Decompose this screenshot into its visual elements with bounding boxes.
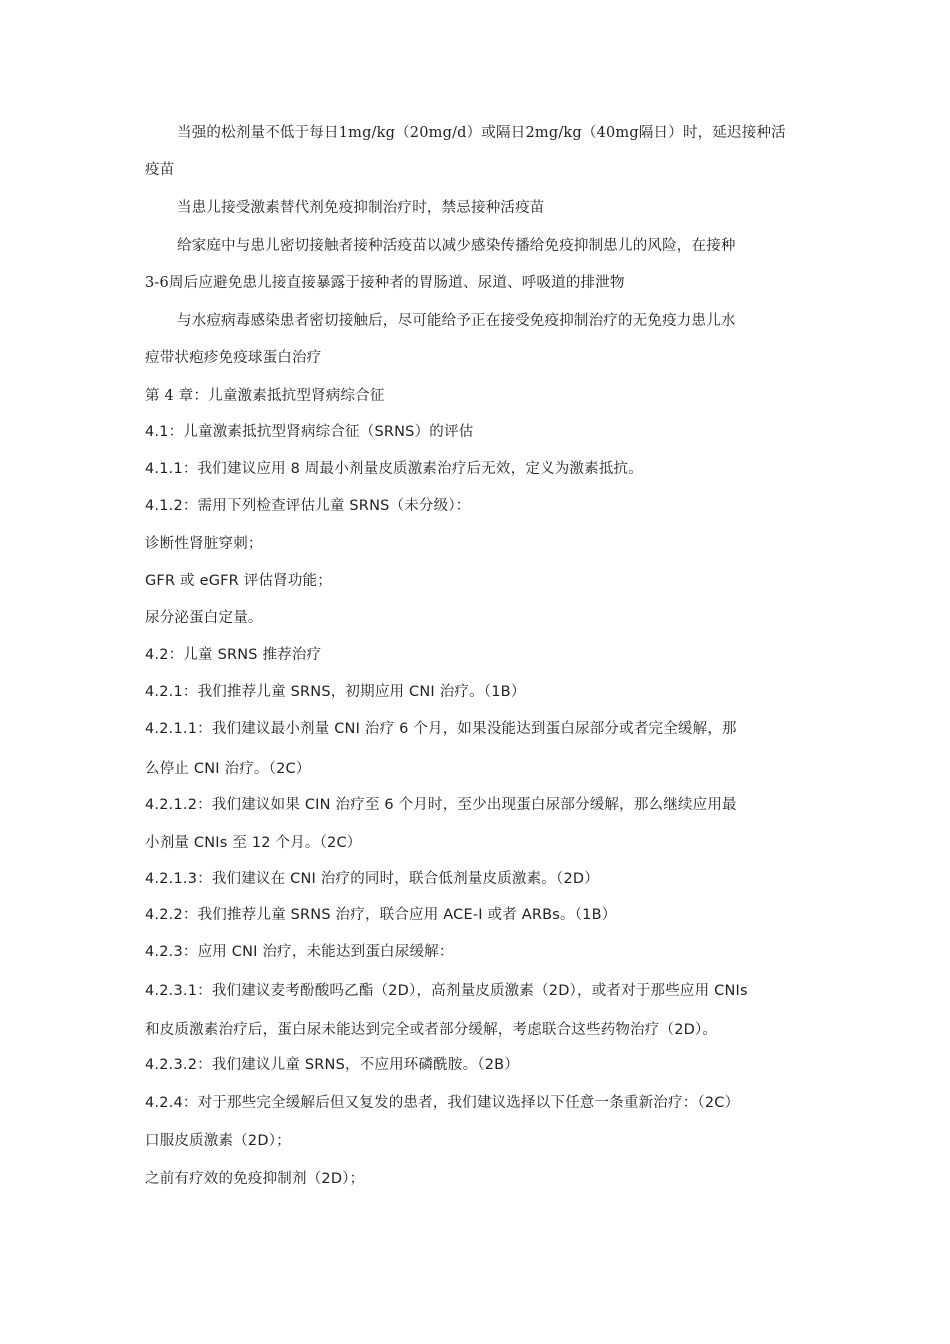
paragraph-line: 痘带状疱疹免疫球蛋白治疗 [145,350,322,366]
section-heading: 4.2：儿童 SRNS 推荐治疗 [145,647,322,663]
list-item: 诊断性肾脏穿刺； [145,536,263,552]
list-item: 口服皮质激素（2D）； [145,1133,291,1149]
recommendation-line: 4.2.1.3：我们建议在 CNI 治疗的同时，联合低剂量皮质激素。（2D） [145,871,599,887]
section-heading: 4.1：儿童激素抵抗型肾病综合征（SRNS）的评估 [145,424,474,440]
recommendation-line: 4.2.3.2：我们建议儿童 SRNS，不应用环磷酰胺。（2B） [145,1057,519,1073]
recommendation-line: 4.2.1.1：我们建议最小剂量 CNI 治疗 6 个月，如果没能达到蛋白尿部分或者完全缓解，那 [145,721,737,737]
paragraph-line: 疫苗 [145,162,175,178]
recommendation-line: 4.2.3.1：我们建议麦考酚酸吗乙酯（2D），高剂量皮质激素（2D），或者对于那些应用 CNIs [145,983,748,999]
recommendation-line: 4.2.1.2：我们建议如果 CIN 治疗至 6 个月时，至少出现蛋白尿部分缓解，那么继续应用最 [145,797,737,813]
recommendation-line: 4.1.1：我们建议应用 8 周最小剂量皮质激素治疗后无效，定义为激素抵抗。 [145,461,643,477]
paragraph-line: 当患儿接受激素替代剂免疫抑制治疗时，禁忌接种活疫苗 [177,200,545,216]
recommendation-line: 4.1.2：需用下列检查评估儿童 SRNS（未分级）： [145,498,471,514]
list-item: GFR 或 eGFR 评估肾功能； [145,573,332,589]
paragraph-line: 当强的松剂量不低于每日1mg/kg（20mg/d）或隔日2mg/kg（40mg隔日）时，延迟接种活 [177,125,786,141]
paragraph-line: 给家庭中与患儿密切接触者接种活疫苗以减少感染传播给免疫抑制患儿的风险，在接种 [177,238,736,254]
recommendation-line: 和皮质激素治疗后，蛋白尿未能达到完全或者部分缓解，考虑联合这些药物治疗（2D）。 [145,1022,718,1038]
recommendation-line: 4.2.1：我们推荐儿童 SRNS，初期应用 CNI 治疗。（1B） [145,684,526,700]
recommendation-line: 4.2.4：对于那些完全缓解后但又复发的患者，我们建议选择以下任意一条重新治疗：（2C） [145,1095,740,1111]
recommendation-line: 么停止 CNI 治疗。（2C） [145,761,311,777]
paragraph-line: 3-6周后应避免患儿接直接暴露于接种者的胃肠道、尿道、呼吸道的排泄物 [145,275,625,291]
recommendation-line: 4.2.2：我们推荐儿童 SRNS 治疗，联合应用 ACE-I 或者 ARBs。（1B） [145,907,617,923]
list-item: 之前有疗效的免疫抑制剂（2D）； [145,1171,365,1187]
paragraph-line: 与水痘病毒感染患者密切接触后，尽可能给予正在接受免疫抑制治疗的无免疫力患儿水 [177,313,736,329]
list-item: 尿分泌蛋白定量。 [145,610,263,626]
recommendation-line: 4.2.3：应用 CNI 治疗，未能达到蛋白尿缓解： [145,944,454,960]
recommendation-line: 小剂量 CNIs 至 12 个月。（2C） [145,835,362,851]
chapter-heading: 第 4 章：儿童激素抵抗型肾病综合征 [145,388,385,404]
